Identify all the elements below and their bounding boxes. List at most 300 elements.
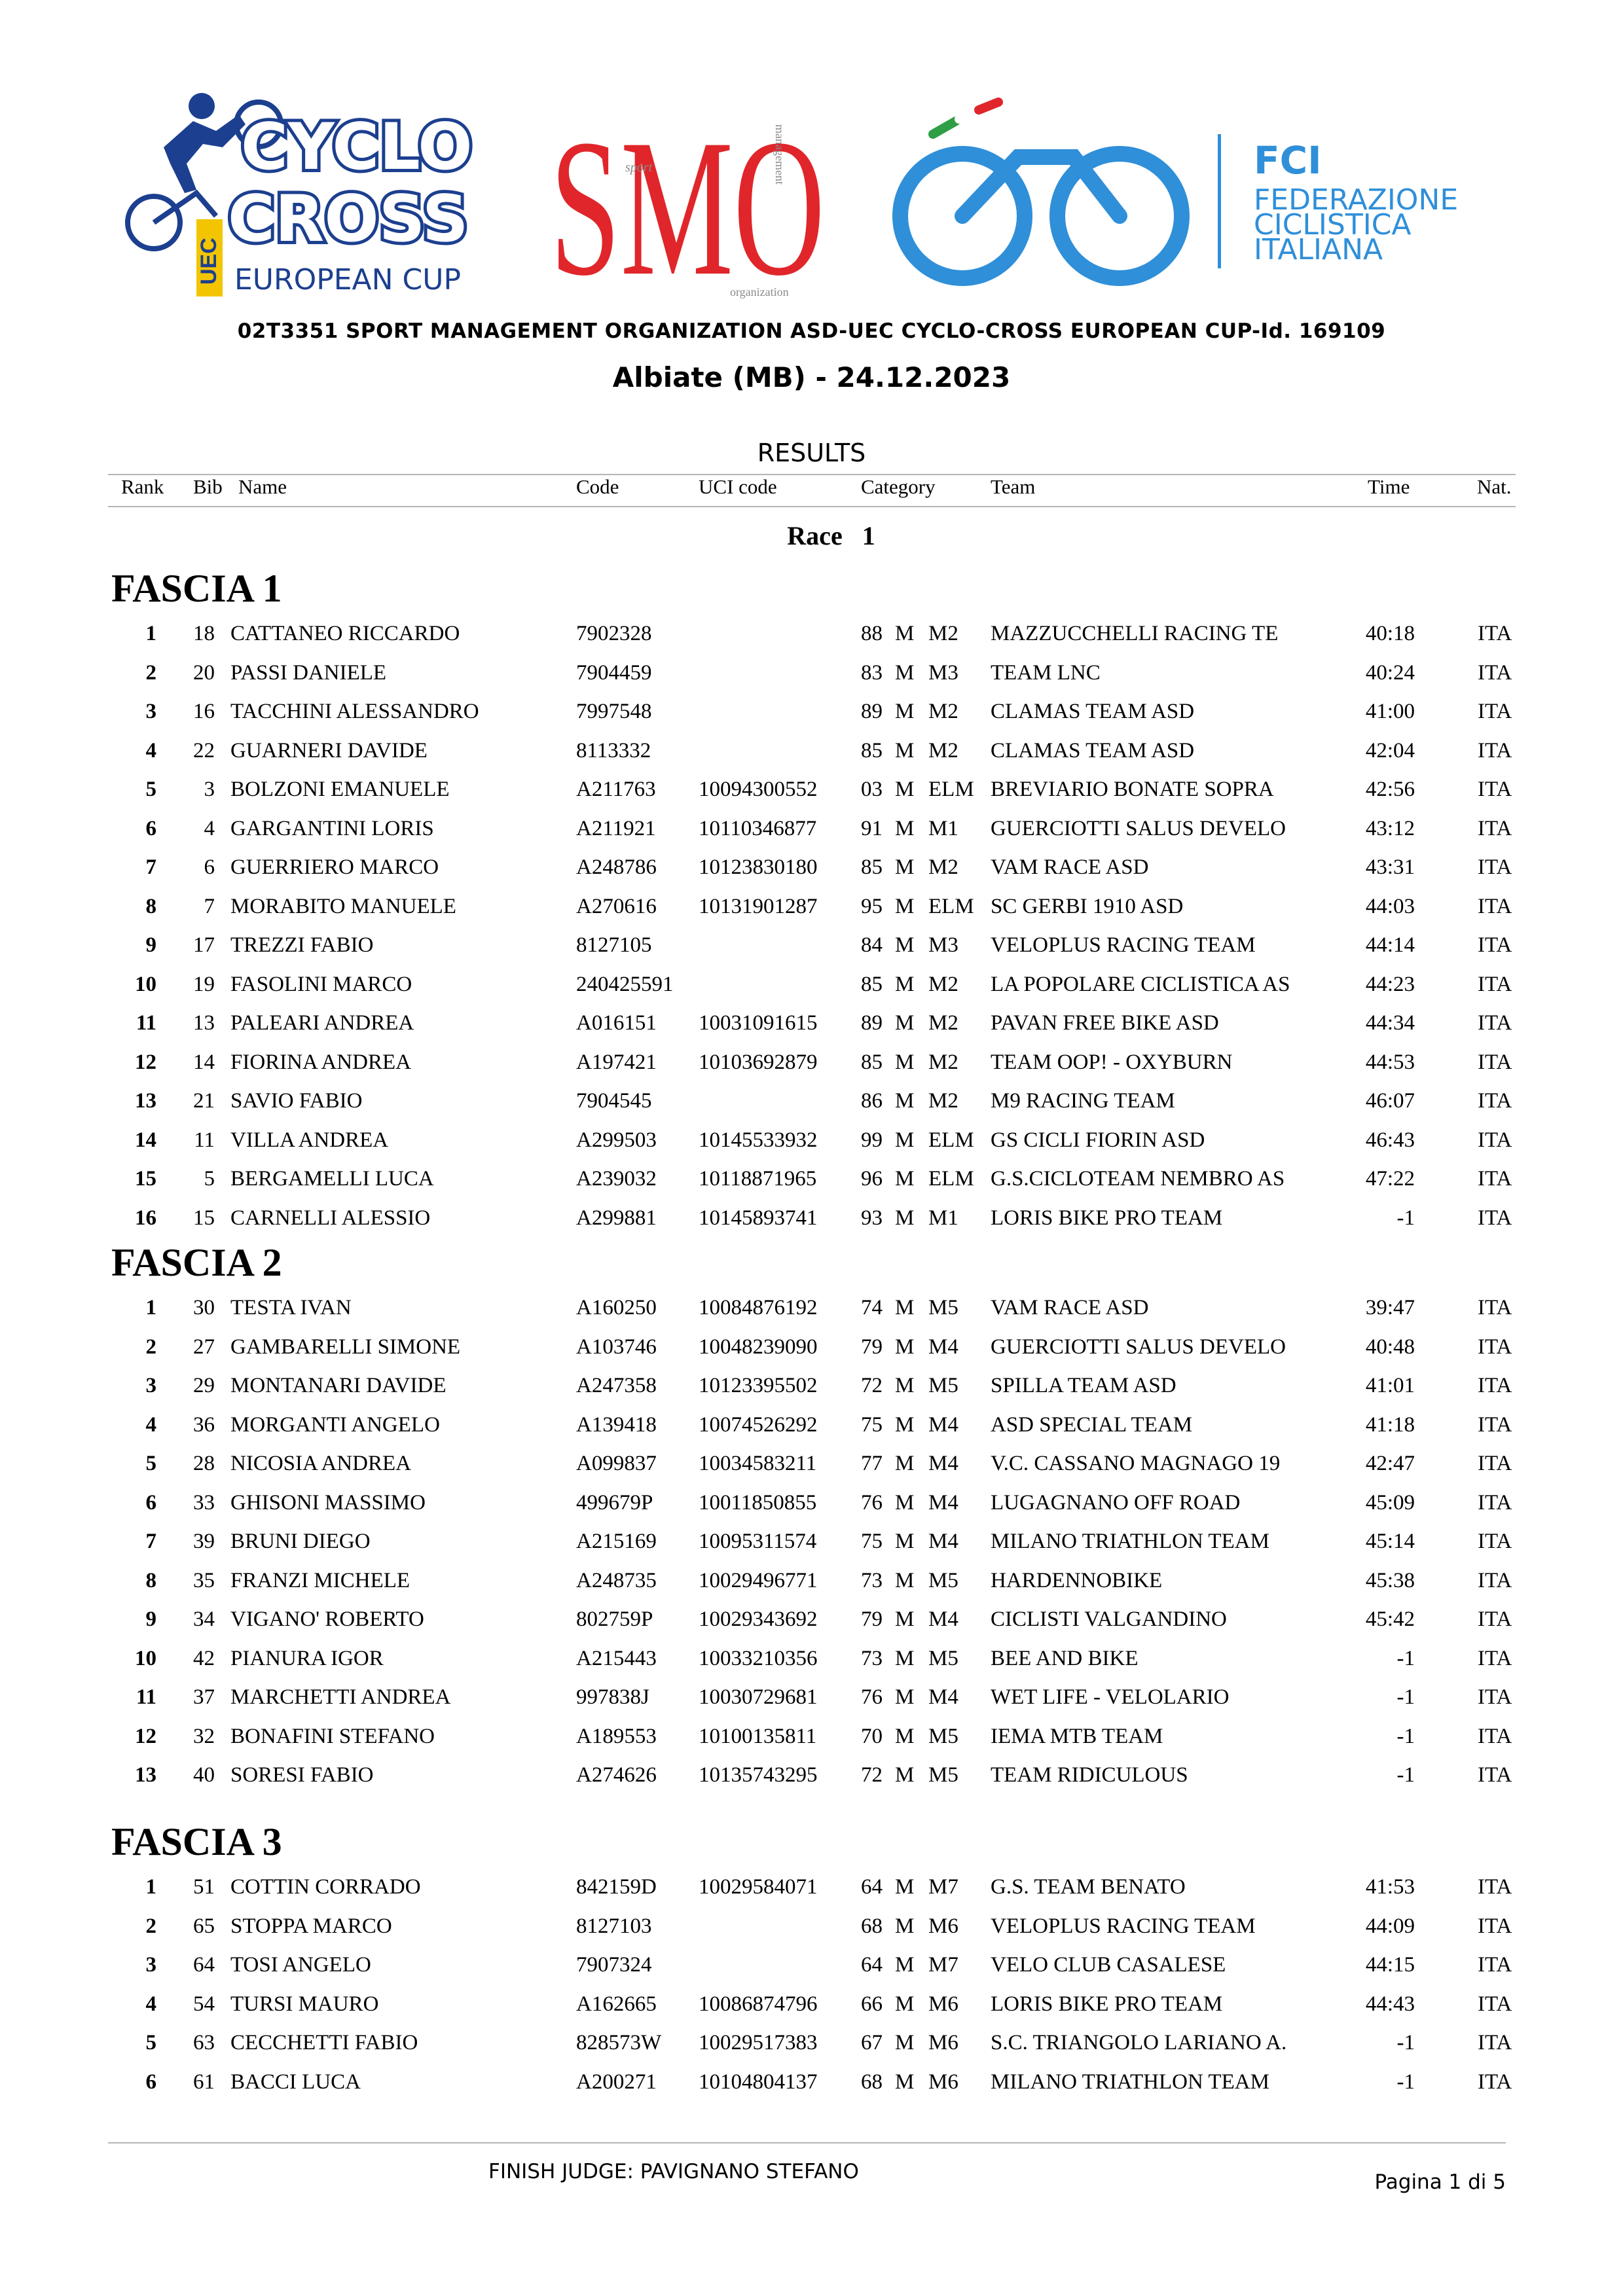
cell-sex: M (895, 1296, 915, 1319)
cell-sex: M (895, 1953, 915, 1977)
cell-name: PALEARI ANDREA (230, 1011, 414, 1035)
table-row (0, 739, 1623, 777)
cell-time: 45:42 (1365, 1607, 1415, 1631)
cell-time: 40:48 (1365, 1335, 1415, 1359)
cell-code: A239032 (576, 1167, 657, 1191)
cell-bib: 13 (193, 1011, 215, 1035)
cell-bib: 14 (193, 1050, 215, 1074)
cell-code: A200271 (576, 2070, 657, 2094)
cell-rank: 2 (145, 1335, 156, 1359)
cell-cat: M5 (928, 1569, 958, 1592)
cell-time: 45:14 (1365, 1530, 1415, 1553)
cell-bib: 30 (193, 1296, 215, 1319)
cell-sex: M (895, 1992, 915, 2016)
cell-bib: 21 (193, 1089, 215, 1113)
cell-code: A247358 (576, 1374, 657, 1397)
cell-year: 96 (861, 1167, 883, 1191)
cell-time: 44:09 (1365, 1914, 1415, 1938)
cell-team: LUGAGNANO OFF ROAD (991, 1491, 1241, 1515)
cell-team: VELOPLUS RACING TEAM (991, 933, 1256, 957)
cell-bib: 29 (193, 1374, 215, 1397)
cell-year: 74 (861, 1296, 883, 1319)
cell-name: GAMBARELLI SIMONE (230, 1335, 461, 1359)
smo-letters: SMO (550, 99, 825, 301)
cell-rank: 6 (145, 1491, 156, 1515)
cell-nat: ITA (1478, 1875, 1512, 1899)
column-header-nat: Nat. (1477, 475, 1512, 498)
cell-time: 40:24 (1365, 661, 1415, 685)
cell-rank: 15 (135, 1167, 156, 1191)
cell-time: 41:53 (1365, 1875, 1415, 1899)
cell-bib: 42 (193, 1647, 215, 1670)
cell-name: BRUNI DIEGO (230, 1530, 371, 1553)
cell-cat: M4 (928, 1335, 958, 1359)
cell-team: GS CICLI FIORIN ASD (991, 1128, 1205, 1152)
cell-name: BACCI LUCA (230, 2070, 361, 2094)
fci-line3: ITALIANA (1254, 233, 1383, 266)
cell-code: 7904459 (576, 661, 652, 685)
cell-team: BREVIARIO BONATE SOPRA (991, 778, 1274, 801)
table-row (0, 1413, 1623, 1451)
column-header-name: Name (238, 475, 287, 498)
cell-team: CICLISTI VALGANDINO (991, 1607, 1227, 1631)
cell-bib: 6 (204, 855, 215, 879)
cyclocross-european-cup-logo (124, 85, 491, 301)
table-row (0, 1685, 1623, 1723)
cell-sex: M (895, 1875, 915, 1899)
cell-bib: 11 (194, 1128, 215, 1152)
cell-name: CARNELLI ALESSIO (230, 1206, 431, 1230)
cell-team: LORIS BIKE PRO TEAM (991, 1206, 1223, 1230)
cell-cat: M4 (928, 1685, 958, 1709)
cell-nat: ITA (1478, 622, 1512, 645)
cell-rank: 13 (135, 1763, 156, 1787)
column-header-uci-code: UCI code (699, 475, 777, 498)
table-row (0, 2070, 1623, 2108)
cell-code: 7902328 (576, 622, 652, 645)
cell-name: MORGANTI ANGELO (230, 1413, 440, 1437)
cell-uci: 10029517383 (699, 2031, 818, 2054)
cell-sex: M (895, 739, 915, 762)
cell-year: 85 (861, 1050, 883, 1074)
cell-bib: 39 (193, 1530, 215, 1553)
cell-name: BONAFINI STEFANO (230, 1725, 435, 1748)
cell-nat: ITA (1478, 933, 1512, 957)
cell-uci: 10135743295 (699, 1763, 818, 1787)
cell-sex: M (895, 778, 915, 801)
cell-nat: ITA (1478, 1685, 1512, 1709)
race-label: Race 1 (787, 521, 875, 550)
cell-uci: 10118871965 (699, 1167, 817, 1191)
table-row (0, 1167, 1623, 1205)
cell-code: A299881 (576, 1206, 657, 1230)
cell-cat: M4 (928, 1530, 958, 1553)
cell-name: TURSI MAURO (230, 1992, 379, 2016)
cell-cat: M1 (928, 1206, 958, 1230)
cell-uci: 10033210356 (699, 1647, 818, 1670)
cell-uci: 10048239090 (699, 1335, 818, 1359)
cell-code: A103746 (576, 1335, 657, 1359)
column-header-time: Time (1368, 475, 1410, 498)
cell-sex: M (895, 895, 915, 918)
cell-nat: ITA (1478, 1725, 1512, 1748)
table-row (0, 1128, 1623, 1166)
cell-team: S.C. TRIANGOLO LARIANO A. (991, 2031, 1287, 2054)
cell-sex: M (895, 1491, 915, 1515)
cell-sex: M (895, 855, 915, 879)
cell-cat: M2 (928, 1050, 958, 1074)
cell-uci: 10104804137 (699, 2070, 818, 2094)
cell-cat: M7 (928, 1953, 958, 1977)
cell-cat: M3 (928, 933, 958, 957)
cell-name: BOLZONI EMANUELE (230, 778, 450, 801)
cell-nat: ITA (1478, 1206, 1512, 1230)
cell-cat: M2 (928, 622, 958, 645)
cell-rank: 2 (145, 1914, 156, 1938)
logo-strip (124, 85, 1512, 301)
finish-judge: FINISH JUDGE: PAVIGNANO STEFANO (488, 2160, 859, 2183)
table-row (0, 817, 1623, 855)
cell-sex: M (895, 1413, 915, 1437)
cell-bib: 15 (193, 1206, 215, 1230)
cell-bib: 22 (193, 739, 215, 762)
cell-time: 42:47 (1365, 1452, 1415, 1475)
cell-year: 67 (861, 2031, 883, 2054)
table-row (0, 778, 1623, 816)
table-row (0, 1992, 1623, 2030)
cell-uci: 10123830180 (699, 855, 818, 879)
fci-bike-graphic (877, 85, 1218, 301)
cell-bib: 61 (193, 2070, 215, 2094)
cell-rank: 8 (145, 895, 156, 918)
cell-sex: M (895, 1089, 915, 1113)
cell-name: VIGANO' ROBERTO (230, 1607, 424, 1631)
cell-bib: 63 (193, 2031, 215, 2054)
cell-nat: ITA (1478, 1167, 1512, 1191)
cell-name: GUARNERI DAVIDE (230, 739, 428, 762)
cell-name: FIORINA ANDREA (230, 1050, 411, 1074)
cell-nat: ITA (1478, 1452, 1512, 1475)
cell-code: A016151 (576, 1011, 657, 1035)
cell-name: VILLA ANDREA (230, 1128, 389, 1152)
cell-cat: M2 (928, 700, 958, 723)
smo-organization-text: organization (730, 285, 789, 298)
cell-team: WET LIFE - VELOLARIO (991, 1685, 1230, 1709)
cell-code: A162665 (576, 1992, 657, 2016)
cell-uci: 10084876192 (699, 1296, 818, 1319)
cell-year: 83 (861, 661, 883, 685)
cell-time: 44:14 (1365, 933, 1415, 957)
cell-rank: 5 (145, 1452, 156, 1475)
cell-uci: 10131901287 (699, 895, 818, 918)
cell-uci: 10029343692 (699, 1607, 818, 1631)
table-row (0, 622, 1623, 660)
cell-rank: 11 (136, 1685, 156, 1709)
cell-bib: 35 (193, 1569, 215, 1592)
header-rule-bottom (108, 506, 1516, 507)
cell-bib: 51 (193, 1875, 215, 1899)
cell-bib: 33 (193, 1491, 215, 1515)
cell-name: MARCHETTI ANDREA (230, 1685, 451, 1709)
footer-rule (108, 2142, 1506, 2144)
cell-bib: 5 (204, 1167, 215, 1191)
cell-time: -1 (1396, 2070, 1415, 2094)
cell-time: 46:43 (1365, 1128, 1415, 1152)
cell-cat: M5 (928, 1296, 958, 1319)
column-header-bib: Bib (193, 475, 223, 498)
cell-rank: 13 (135, 1089, 156, 1113)
cell-bib: 36 (193, 1413, 215, 1437)
cell-code: 8127105 (576, 933, 652, 957)
table-row (0, 855, 1623, 893)
cell-name: GARGANTINI LORIS (230, 817, 434, 840)
cell-cat: ELM (928, 1128, 974, 1152)
cell-rank: 5 (145, 2031, 156, 2054)
cell-name: TACCHINI ALESSANDRO (230, 700, 479, 723)
cell-nat: ITA (1478, 1607, 1512, 1631)
cell-code: A211921 (576, 817, 656, 840)
cell-rank: 1 (145, 622, 156, 645)
cell-time: 47:22 (1365, 1167, 1415, 1191)
table-row (0, 933, 1623, 971)
cell-cat: M7 (928, 1875, 958, 1899)
cell-rank: 12 (135, 1050, 156, 1074)
cell-year: 89 (861, 700, 883, 723)
cell-cat: ELM (928, 778, 974, 801)
cell-rank: 3 (145, 1374, 156, 1397)
cell-nat: ITA (1478, 895, 1512, 918)
table-row (0, 1335, 1623, 1373)
cell-bib: 17 (193, 933, 215, 957)
cell-team: VELOPLUS RACING TEAM (991, 1914, 1256, 1938)
cell-team: VAM RACE ASD (991, 855, 1149, 879)
cell-name: PASSI DANIELE (230, 661, 387, 685)
table-row (0, 1296, 1623, 1334)
table-row (0, 1725, 1623, 1763)
cell-year: 76 (861, 1491, 883, 1515)
table-row (0, 1647, 1623, 1685)
cell-sex: M (895, 1452, 915, 1475)
cell-name: MONTANARI DAVIDE (230, 1374, 447, 1397)
cell-code: A211763 (576, 778, 656, 801)
cell-nat: ITA (1478, 2031, 1512, 2054)
table-row (0, 1491, 1623, 1529)
cell-time: 44:03 (1365, 895, 1415, 918)
cell-team: MILANO TRIATHLON TEAM (991, 1530, 1269, 1553)
cell-time: 42:04 (1365, 739, 1415, 762)
cell-code: 7907324 (576, 1953, 652, 1977)
cell-team: M9 RACING TEAM (991, 1089, 1175, 1113)
cell-name: FRANZI MICHELE (230, 1569, 410, 1592)
cell-rank: 9 (145, 1607, 156, 1631)
cell-nat: ITA (1478, 1763, 1512, 1787)
cell-nat: ITA (1478, 1011, 1512, 1035)
cell-bib: 32 (193, 1725, 215, 1748)
table-row (0, 895, 1623, 933)
cell-year: 79 (861, 1607, 883, 1631)
cell-team: ASD SPECIAL TEAM (991, 1413, 1193, 1437)
cell-nat: ITA (1478, 817, 1512, 840)
cell-nat: ITA (1478, 661, 1512, 685)
cell-code: 240425591 (576, 973, 674, 996)
smo-management-text: management (773, 124, 786, 185)
cell-year: 70 (861, 1725, 883, 1748)
cell-name: PIANURA IGOR (230, 1647, 384, 1670)
cell-code: A215443 (576, 1647, 657, 1670)
table-row (0, 1607, 1623, 1645)
cell-team: MAZZUCCHELLI RACING TE (991, 622, 1279, 645)
cell-team: TEAM LNC (991, 661, 1101, 685)
cell-sex: M (895, 622, 915, 645)
cell-time: 45:38 (1365, 1569, 1415, 1592)
cell-time: -1 (1396, 1685, 1415, 1709)
cell-rank: 4 (145, 739, 156, 762)
cell-year: 72 (861, 1763, 883, 1787)
cell-time: 40:18 (1365, 622, 1415, 645)
cell-bib: 18 (193, 622, 215, 645)
cell-code: A274626 (576, 1763, 657, 1787)
cell-year: 99 (861, 1128, 883, 1152)
cell-cat: M4 (928, 1607, 958, 1631)
cell-nat: ITA (1478, 1992, 1512, 2016)
cell-cat: M4 (928, 1452, 958, 1475)
cell-uci: 10031091615 (699, 1011, 818, 1035)
cell-time: 43:12 (1365, 817, 1415, 840)
cell-year: 73 (861, 1647, 883, 1670)
fci-line2: CICLISTICA (1254, 208, 1412, 242)
cell-cat: M6 (928, 2070, 958, 2094)
cell-uci: 10029496771 (699, 1569, 818, 1592)
cell-cat: M2 (928, 973, 958, 996)
cell-code: A270616 (576, 895, 657, 918)
cell-uci: 10100135811 (699, 1725, 817, 1748)
bicycle-icon (900, 102, 1182, 278)
cell-uci: 10074526292 (699, 1413, 818, 1437)
cell-year: 79 (861, 1335, 883, 1359)
table-row (0, 700, 1623, 738)
cell-team: TEAM OOP! - OXYBURN (991, 1050, 1233, 1074)
cell-nat: ITA (1478, 1569, 1512, 1592)
column-header-team: Team (991, 475, 1036, 498)
table-row (0, 1569, 1623, 1607)
group-heading: FASCIA 2 (111, 1241, 282, 1284)
cell-code: 499679P (576, 1491, 653, 1515)
table-row (0, 1452, 1623, 1490)
cell-uci: 10110346877 (699, 817, 817, 840)
cell-time: 44:34 (1365, 1011, 1415, 1035)
cell-code: 7997548 (576, 700, 652, 723)
cell-time: -1 (1396, 1725, 1415, 1748)
cell-bib: 27 (193, 1335, 215, 1359)
cell-cat: M5 (928, 1647, 958, 1670)
cell-team: VAM RACE ASD (991, 1296, 1149, 1319)
cell-code: 8113332 (576, 739, 651, 762)
cell-team: GUERCIOTTI SALUS DEVELO (991, 1335, 1286, 1359)
cell-uci: 10095311574 (699, 1530, 817, 1553)
cell-cat: M4 (928, 1491, 958, 1515)
cell-team: SC GERBI 1910 ASD (991, 895, 1184, 918)
cell-rank: 9 (145, 933, 156, 957)
cell-time: 45:09 (1365, 1491, 1415, 1515)
cell-bib: 54 (193, 1992, 215, 2016)
cell-rank: 6 (145, 2070, 156, 2094)
cell-bib: 37 (193, 1685, 215, 1709)
cell-year: 73 (861, 1569, 883, 1592)
cell-cat: M6 (928, 2031, 958, 2054)
cell-year: 85 (861, 739, 883, 762)
cell-time: 39:47 (1365, 1296, 1415, 1319)
cell-year: 66 (861, 1992, 883, 2016)
cell-uci: 10094300552 (699, 778, 818, 801)
cell-rank: 12 (135, 1725, 156, 1748)
cell-bib: 65 (193, 1914, 215, 1938)
cell-sex: M (895, 1011, 915, 1035)
cell-sex: M (895, 1374, 915, 1397)
event-title: Albiate (MB) - 24.12.2023 (612, 361, 1011, 393)
cell-year: 76 (861, 1685, 883, 1709)
cell-time: -1 (1396, 1763, 1415, 1787)
cell-rank: 4 (145, 1413, 156, 1437)
group-heading: FASCIA 1 (111, 567, 282, 610)
cell-year: 89 (861, 1011, 883, 1035)
cell-uci: 10145533932 (699, 1128, 818, 1152)
cell-code: 828573W (576, 2031, 662, 2054)
cell-cat: M2 (928, 1089, 958, 1113)
cell-rank: 6 (145, 817, 156, 840)
cell-sex: M (895, 1914, 915, 1938)
cell-year: 85 (861, 973, 883, 996)
cell-team: PAVAN FREE BIKE ASD (991, 1011, 1219, 1035)
cell-sex: M (895, 1763, 915, 1787)
cell-cat: ELM (928, 1167, 974, 1191)
cell-cat: M6 (928, 1914, 958, 1938)
cell-year: 86 (861, 1089, 883, 1113)
cell-year: 68 (861, 1914, 883, 1938)
fci-logo-text (1218, 85, 1519, 301)
cell-cat: M5 (928, 1725, 958, 1748)
cell-year: 68 (861, 2070, 883, 2094)
cell-bib: 28 (193, 1452, 215, 1475)
cell-name: FASOLINI MARCO (230, 973, 412, 996)
cell-rank: 4 (145, 1992, 156, 2016)
table-row (0, 1206, 1623, 1244)
cell-nat: ITA (1478, 2070, 1512, 2094)
cell-rank: 14 (135, 1128, 156, 1152)
cell-year: 95 (861, 895, 883, 918)
cell-rank: 7 (145, 1530, 156, 1553)
header-rule-top (108, 474, 1516, 475)
table-row (0, 1374, 1623, 1412)
cell-nat: ITA (1478, 1413, 1512, 1437)
cell-uci: 10086874796 (699, 1992, 818, 2016)
cell-sex: M (895, 2031, 915, 2054)
cell-bib: 40 (193, 1763, 215, 1787)
table-row (0, 1875, 1623, 1913)
cell-nat: ITA (1478, 973, 1512, 996)
cell-year: 03 (861, 778, 883, 801)
cell-sex: M (895, 661, 915, 685)
cell-time: -1 (1396, 2031, 1415, 2054)
cell-cat: M5 (928, 1763, 958, 1787)
cell-nat: ITA (1478, 1128, 1512, 1152)
cell-name: CATTANEO RICCARDO (230, 622, 460, 645)
cell-time: 44:23 (1365, 973, 1415, 996)
cell-rank: 1 (145, 1875, 156, 1899)
european-cup-word: EUROPEAN CUP (234, 263, 462, 296)
smo-logo (550, 85, 831, 301)
table-row (0, 1089, 1623, 1127)
cell-code: A189553 (576, 1725, 657, 1748)
